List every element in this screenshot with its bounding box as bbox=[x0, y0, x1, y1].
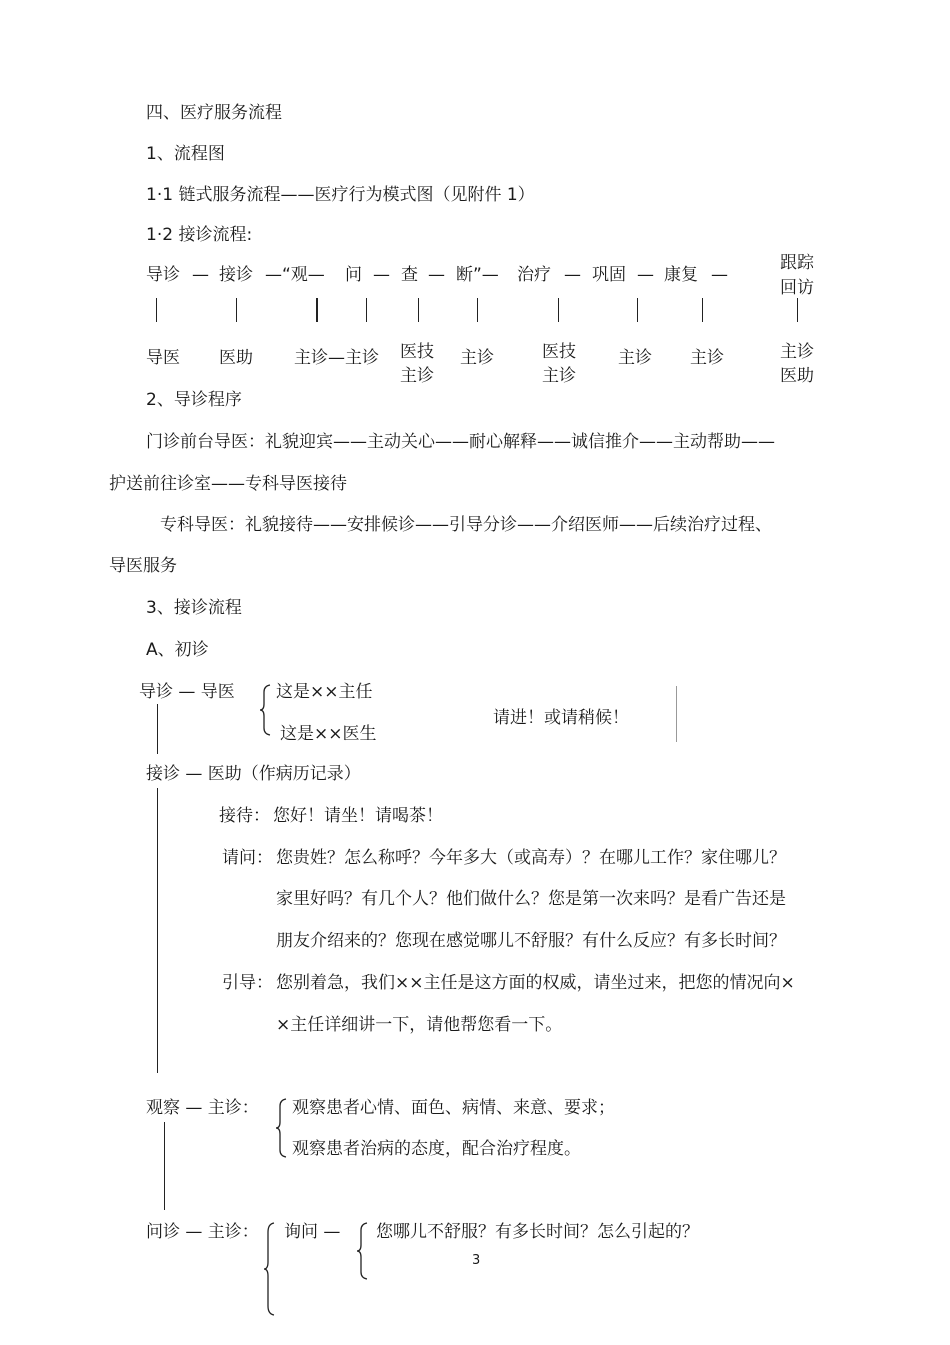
reception-text: 您好！请坐！请喝茶！ bbox=[273, 806, 443, 826]
flow-connector bbox=[558, 298, 559, 322]
divider bbox=[676, 686, 677, 742]
page-number: 3 bbox=[472, 1253, 481, 1268]
flow-step: 断”— bbox=[456, 265, 499, 285]
flow-role: 主诊 bbox=[690, 348, 724, 368]
observe-item: 观察患者心情、面色、病情、来意、要求； bbox=[292, 1098, 615, 1118]
reception-text: ×主任详细讲一下，请他帮您看一下。 bbox=[276, 1015, 563, 1035]
guide-option: 这是××医生 bbox=[280, 724, 377, 744]
reception-text: 家里好吗？有几个人？他们做什么？您是第一次来吗？是看广告还是 bbox=[276, 889, 786, 909]
reception-label: 引导： bbox=[222, 973, 273, 993]
flow-step: 导诊 bbox=[146, 265, 180, 285]
flow-connector bbox=[477, 298, 478, 322]
subheading-first-visit: A、初诊 bbox=[146, 640, 209, 660]
observe-title: 观察 — 主诊： bbox=[146, 1098, 259, 1118]
brace-icon bbox=[274, 1098, 288, 1158]
flow-role: 主诊—主诊 bbox=[294, 348, 379, 368]
inquiry-title: 问诊 — 主诊： bbox=[146, 1222, 259, 1242]
guide-response: 请进！或请稍候！ bbox=[493, 708, 629, 728]
reception-text: 您别着急，我们××主任是这方面的权威，请坐过来，把您的情况向× bbox=[276, 973, 795, 993]
flow-connector bbox=[702, 298, 703, 322]
brace-icon bbox=[355, 1222, 369, 1280]
flow-connector bbox=[157, 788, 158, 1073]
guide-label: 导诊 — 导医 bbox=[139, 682, 235, 702]
paragraph-line: 门诊前台导医：礼貌迎宾——主动关心——耐心解释——诚信推介——主动帮助—— bbox=[146, 432, 775, 452]
subheading-reception-flow: 1·2 接诊流程: bbox=[146, 225, 253, 245]
flow-role: 医助 bbox=[219, 348, 253, 368]
reception-text: 您贵姓？怎么称呼？今年多大（或高寿）？在哪儿工作？家住哪儿？ bbox=[276, 848, 786, 868]
flow-step: 接诊 bbox=[219, 265, 253, 285]
flow-dash: — bbox=[637, 265, 654, 285]
subheading-chain-flow: 1·1 链式服务流程——医疗行为模式图（见附件 1） bbox=[146, 185, 535, 205]
flow-dash: — bbox=[428, 265, 445, 285]
flow-connector bbox=[316, 298, 318, 322]
flow-dash: — bbox=[373, 265, 390, 285]
flow-connector bbox=[366, 298, 367, 322]
subheading-guide-procedure: 2、导诊程序 bbox=[146, 390, 242, 410]
flow-role: 医技 bbox=[400, 342, 434, 362]
flow-connector bbox=[637, 298, 638, 322]
flow-role: 医助 bbox=[780, 366, 814, 386]
paragraph-line: 导医服务 bbox=[109, 556, 177, 576]
paragraph-line: 专科导医：礼貌接待——安排候诊——引导分诊——介绍医师——后续治疗过程、 bbox=[160, 515, 772, 535]
guide-option: 这是××主任 bbox=[276, 682, 373, 702]
flow-role: 主诊 bbox=[460, 348, 494, 368]
flow-connector bbox=[156, 298, 157, 322]
reception-label: 请问： bbox=[222, 848, 273, 868]
paragraph-line: 护送前往诊室——专科导医接待 bbox=[109, 474, 347, 494]
flow-connector bbox=[236, 298, 237, 322]
flow-connector bbox=[157, 704, 158, 754]
flow-role: 主诊 bbox=[542, 366, 576, 386]
flow-role: 导医 bbox=[146, 348, 180, 368]
subheading-reception: 3、接诊流程 bbox=[146, 598, 242, 618]
flow-role: 主诊 bbox=[400, 366, 434, 386]
brace-icon bbox=[262, 1222, 276, 1316]
subheading-flowchart: 1、流程图 bbox=[146, 144, 225, 164]
section-title: 四、医疗服务流程 bbox=[146, 103, 282, 123]
flow-step: 治疗 bbox=[517, 265, 551, 285]
flow-step: —“观— bbox=[265, 265, 325, 285]
observe-item: 观察患者治病的态度，配合治疗程度。 bbox=[292, 1139, 581, 1159]
reception-text: 朋友介绍来的？您现在感觉哪儿不舒服？有什么反应？有多长时间？ bbox=[276, 931, 786, 951]
inquiry-sub: 询问 — bbox=[284, 1222, 341, 1242]
brace-icon bbox=[258, 684, 272, 736]
flow-dash: — bbox=[564, 265, 581, 285]
flow-connector bbox=[797, 298, 798, 322]
flow-dash: — bbox=[192, 265, 209, 285]
flow-step: 巩固 bbox=[592, 265, 626, 285]
flow-step: 回访 bbox=[780, 278, 814, 298]
flow-dash: — bbox=[711, 265, 728, 285]
flow-step: 问 bbox=[345, 265, 362, 285]
flow-step: 跟踪 bbox=[780, 253, 814, 273]
reception-title: 接诊 — 医助（作病历记录） bbox=[146, 764, 361, 784]
flow-role: 医技 bbox=[542, 342, 576, 362]
reception-label: 接待： bbox=[219, 806, 270, 826]
flow-role: 主诊 bbox=[780, 342, 814, 362]
flow-step: 康复 bbox=[664, 265, 698, 285]
inquiry-question: 您哪儿不舒服？有多长时间？怎么引起的？ bbox=[376, 1222, 699, 1242]
flow-connector bbox=[164, 1122, 165, 1210]
flow-role: 主诊 bbox=[618, 348, 652, 368]
flow-connector bbox=[418, 298, 419, 322]
flow-step: 查 bbox=[401, 265, 418, 285]
